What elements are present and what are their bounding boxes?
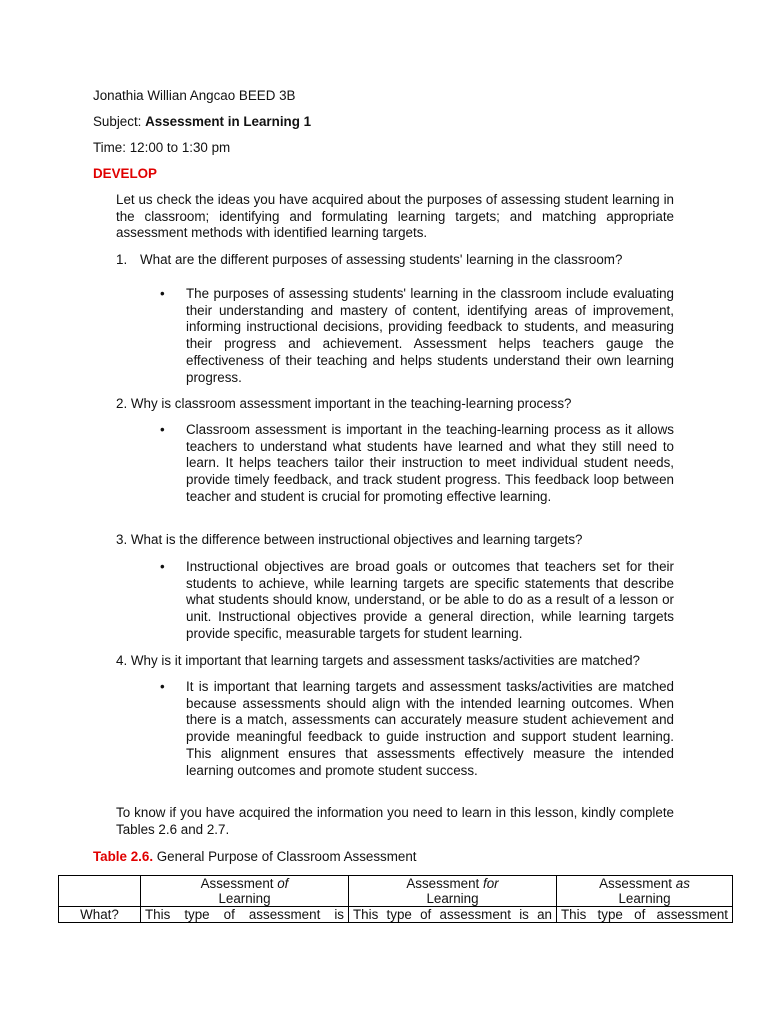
section-title: DEVELOP	[93, 166, 157, 181]
answer-3: Instructional objectives are broad goals or outcomes that teachers set for their students to achieve, while learning targets are specific statements that describe what students should know, understand, or be able to do as a result of a lesson or unit. Instructional objectives provide a general direction, while learning targets provide specific, measurable targets for student learning.	[186, 559, 674, 641]
purpose-table	[58, 875, 733, 923]
question-2-number: 2.	[116, 396, 128, 411]
answer-1: The purposes of assessing students' learning in the classroom include evaluating their understanding and mastery of content, identifying areas of improvement, informing instructional decisions, providing feedback to students, and measuring their progress and achievement. Assessment helps teachers gauge the effectiveness of their teaching and helps students understand their own learning progress.	[186, 286, 674, 385]
table-caption	[93, 849, 417, 865]
table-caption-text: General Purpose of Classroom Assessment	[153, 849, 417, 864]
header-assessment-as-learning: Assessment as Learning	[557, 876, 733, 907]
subject-value: Assessment in Learning 1	[145, 114, 312, 129]
question-1-number: 1.	[116, 252, 128, 267]
bullet-icon: •	[160, 286, 165, 301]
question-3	[116, 532, 583, 548]
closing-paragraph: To know if you have acquired the information you need to learn in this lesson, kindly complete Tables 2.6 and 2.7.	[116, 805, 674, 837]
bullet-icon: •	[160, 679, 165, 694]
answer-2: Classroom assessment is important in the teaching-learning process as it allows teachers to understand what students have learned and what they still need to learn. It helps teachers tailor their instruction to meet individual student needs, provide timely feedback, and track student progress. This feedback loop between teacher and student is crucial for promoting effective learning.	[186, 422, 674, 504]
student-name-line: Jonathia Willian Angcao BEED 3B	[93, 88, 296, 103]
subject-label: Subject:	[93, 114, 146, 129]
table-corner-cell	[59, 876, 141, 907]
table-row	[59, 907, 733, 923]
intro-paragraph: Let us check the ideas you have acquired about the purposes of assessing student learning in the classroom; identifying and formulating learning targets; and matching appropriate assessment methods with identified learning targets.	[116, 192, 674, 241]
header-assessment-for-learning: Assessment for Learning	[349, 876, 557, 907]
question-1	[116, 252, 622, 268]
question-4	[116, 653, 640, 669]
header-assessment-of-learning: Assessment of Learning	[141, 876, 349, 907]
question-4-text: Why is it important that learning targets and assessment tasks/activities are matched?	[130, 653, 640, 668]
question-3-number: 3.	[116, 532, 128, 547]
bullet-icon: •	[160, 422, 165, 437]
question-1-text: What are the different purposes of assessing students' learning in the classroom?	[140, 252, 623, 267]
subject-line	[93, 114, 311, 130]
cell-for-learning-what: This type of assessment is an	[349, 907, 557, 923]
question-4-number: 4.	[116, 653, 128, 668]
question-3-text: What is the difference between instructional objectives and learning targets?	[130, 532, 583, 547]
cell-of-learning-what: This type of assessment is	[141, 907, 349, 923]
time-line: Time: 12:00 to 1:30 pm	[93, 140, 231, 155]
table-header-row	[59, 876, 733, 907]
row-label-what: What?	[59, 907, 141, 923]
question-2-text: Why is classroom assessment important in the teaching-learning process?	[130, 396, 572, 411]
answer-4: It is important that learning targets and assessment tasks/activities are matched because assessments should align with the intended learning outcomes. When there is a match, assessments can accurately measure student achievement and provide meaningful feedback to guide instruction and support student learning. This alignment ensures that assessments effectively measure the intended learning outcomes and promote student success.	[186, 679, 674, 778]
table-caption-label: Table 2.6.	[93, 849, 154, 864]
question-2	[116, 396, 572, 412]
cell-as-learning-what: This type of assessment	[557, 907, 733, 923]
bullet-icon: •	[160, 559, 165, 574]
